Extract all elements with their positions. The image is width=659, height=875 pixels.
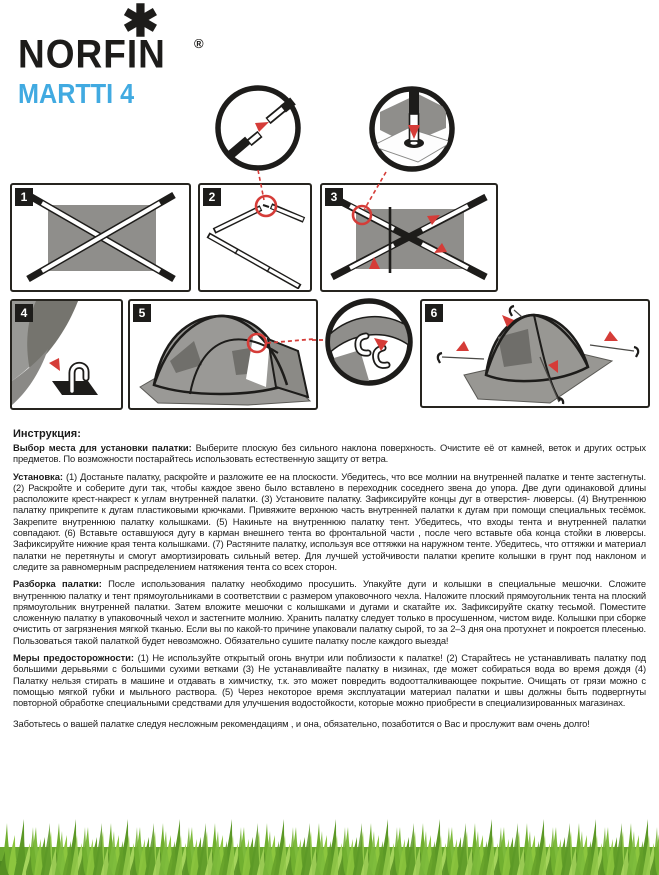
guy-line	[514, 310, 522, 317]
red-arrow-icon	[604, 331, 618, 341]
section-setup	[13, 471, 646, 573]
step-number-badge: 2	[203, 188, 221, 206]
diagram-area	[0, 0, 659, 424]
pole-grommet-detail-icon	[366, 84, 458, 176]
section-body: Выберите плоскую без сильного наклона поверхность. Очистите её от камней, веток и других острых предметов. По возможности постарайтесь использовать естественную защиту от ветра.	[13, 442, 646, 465]
tent-peg	[634, 347, 638, 357]
guy-line	[442, 357, 484, 359]
tent-peg	[438, 353, 442, 363]
guy-line	[590, 345, 634, 351]
step-number-badge: 3	[325, 188, 343, 206]
section-body: После использования палатку необходимо просушить. Упакуйте дуги и колышки в специальные мешочки. Сложите внутреннюю палатку и тент прямоугольниками в соответствии с размером упаковочного чехла. Наложите плоский прямоугольник тента на плоский прямоугольник внутренней палатки. Затем вложите мешочки с колышками и дугами и скатайте их. Зафиксируйте скатку тесьмой. Поместите сложенную палатку в упаковочный чехол и застегните молнию. Хранить палатку следует только в просушенном, чистом виде. Колышки при сборке очистить от загрязнения мягкой тканью. Если вы по какой-то причине упаковали палатку сырой, то за 2–3 дня она протухнет и покроется плесенью. Пользоваться такой палаткой будет невозможно. Обязательно сушите палатку после каждого выезда!	[13, 578, 646, 646]
red-arrow-icon	[456, 341, 469, 351]
brand-logo	[18, 0, 218, 110]
grass-footer	[0, 817, 659, 875]
model-name: MARTTI 4	[18, 78, 135, 109]
section-heading: Установка:	[13, 470, 63, 482]
section-body: (1) Достаньте палатку, раскройте и разложите ее на плоскости. Убедитесь, что все молнии на внутренней палатке и тенте застегнуты. (2) Раскройте и соберите дуги так, чтобы каждое звено было вставлено в переходник соседнего звена до упора. Две дуги одинаковой длины расположите крест-накрест к углам внутренней палатки. (3) Установите палатку. Зафиксируйте концы дуг в отверстия- люверсы. (4) Внутреннюю палатку прикрепите к дугам пластиковыми крючками. Привяжите верхнюю часть внутренней палатки к дугам при помощи специальных тесёмок. Закрепите внутреннюю палатку колышками. (5) Накиньте на внутреннюю палатку тент. Убедитесь, что входы тента и внутренней палатки совпадают. (6) Вставьте оставшуюся дугу в карман внешнего тента во фронтальной части , после чего вставьте оба конца стойки в люверсы. Зафиксируйте нижние края тента колышками. (7) Растяните палатку, используя все оттяжки на наружном тенте. Убедитесь, что оттяжки и материал палатки не перетянуты и смогут амортизировать сильный ветер. Для лучшей устойчивости палатки крепите колышки в грунт под наклоном и следите за равномерным распределением натяжения тента со всех сторон.	[13, 470, 646, 572]
step6-guy-lines	[422, 301, 647, 405]
registered-mark: ®	[194, 36, 204, 51]
diagram-step-5	[128, 299, 318, 410]
instructions-text	[0, 424, 659, 729]
diagram-step-6	[420, 299, 650, 408]
step-number-badge: 6	[425, 304, 443, 322]
section-precautions	[13, 652, 646, 708]
pole-connector-detail-icon	[212, 83, 304, 175]
step3-poles-on-tent	[322, 185, 495, 289]
step-number-badge: 1	[15, 188, 33, 206]
pole-segment	[409, 88, 419, 114]
closing-note: Заботьтесь о вашей палатке следуя несложным рекомендациям , и она, обязательно, позаботится о Вас и прослужит вам очень долго!	[13, 717, 590, 729]
diagram-step-3	[320, 183, 498, 292]
step-number-badge: 4	[15, 304, 33, 322]
diagram-step-4	[10, 299, 123, 410]
step5-tent-with-fly	[130, 301, 315, 407]
brand-name: NORFIN	[18, 31, 166, 77]
section-heading: Меры предосторожности:	[13, 652, 134, 664]
diagram-step-2	[198, 183, 312, 292]
red-arrow-icon	[49, 358, 60, 371]
step1-crossed-poles	[12, 185, 188, 289]
diagram-step-1	[10, 183, 191, 292]
section-site-selection	[13, 442, 646, 465]
tent-peg	[510, 306, 514, 316]
section-heading: Выбор места для установки палатки:	[13, 442, 192, 453]
section-heading: Разборка палатки:	[13, 578, 102, 590]
hook-clip-detail-icon	[322, 296, 416, 390]
section-takedown	[13, 578, 646, 646]
section-body: (1) Не используйте открытый огонь внутри или поблизости к палатке! (2) Старайтесь не устанавливать палатку под большими дерьвьями с большими сухими ветками (3) Не устанавливайте палатку в низинах, где может собираться вода во время дождя (4) Палатку нельзя стирать в машине и отдавать в химчистку, т.к. это может повредить водоотталкивающее покрытие. Очищать от грязи можно с помощью мягкой губки и мыльного раствора. (5) Через некоторое время эксплуатации материал палатки и швы должны быть подвергнуты повторной обработке специальными средствами для улучшения водостойкости, которые можно приобрести в специализированных магазинах.	[13, 652, 646, 709]
instructions-title: Инструкция:	[13, 428, 81, 440]
snowflake-icon: ✱	[122, 0, 159, 46]
step-number-badge: 5	[133, 304, 151, 322]
